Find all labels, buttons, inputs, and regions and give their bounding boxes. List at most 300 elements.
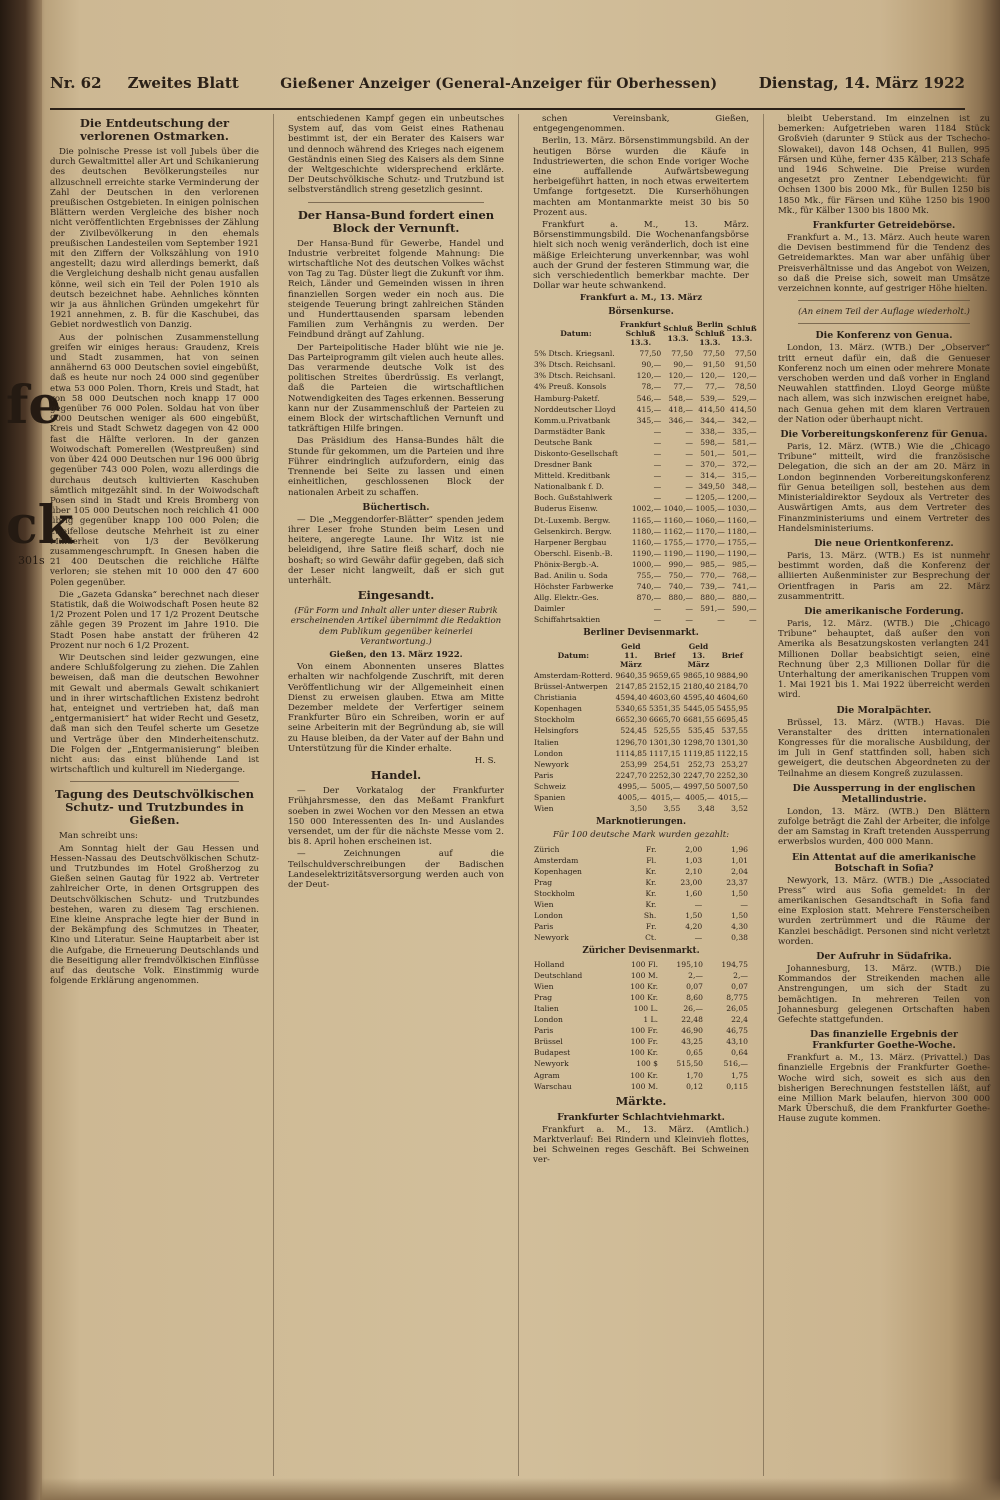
row-value: 524,45 [620, 726, 647, 736]
article-paragraph: Der Parteipolitische Hader blüht wie nie je. Das Parteiprogramm gilt vielen auch heute alles. Das verarmende deutsche Volk ist des politischen Streites überdrüssig. Es verlangt, daß die Parteien die wirtschaftlichen Notwendigkeiten des Tages erkennen. Besserung kann nur der Zusammenschluß der Parteien zu einem Block der wirtschaftlichen Vernunft und tatkräftigen Hilfe bringen. [288, 342, 504, 435]
row-value: 529,— [732, 393, 757, 403]
row-value: 120,— [636, 371, 662, 381]
row-value: 1,75 [731, 1070, 748, 1080]
row-value: 0,07 [731, 981, 748, 991]
table-header-cell: Datum: [560, 328, 592, 338]
signature: H. S. [474, 755, 496, 766]
heading-buechertisch: Büchertisch. [362, 501, 430, 513]
row-value: Fl. [646, 855, 657, 865]
row-value: 1002,— [631, 504, 662, 514]
row-value: 346,— [668, 415, 693, 425]
article-paragraph: Berlin, 13. März. Börsenstimmungsbild. An der heutigen Börse wurden die Käufe in Industriewerten, die schon Ende voriger Woche eine auffallende Aufwärtsbewegung herbeigeführt hatten, in noch etwas erweitertem Umfange fortgesetzt. Die Kurserhöhungen machten am Montanmarkte meist 30 bis 50 Prozent aus. [533, 136, 749, 218]
row-value: 590,— [732, 604, 757, 614]
row-value: 414,50 [698, 404, 725, 414]
row-value: — [653, 615, 662, 625]
table-row [533, 559, 758, 570]
table-row [533, 537, 758, 548]
row-label: Schweiz [534, 781, 566, 791]
table-row [533, 448, 758, 459]
table-row [533, 581, 758, 592]
left-edge-fragment: fe [6, 375, 62, 436]
article-paragraph: Von einem Abonnenten unseres Blattes erhalten wir nachfolgende Zuschrift, mit deren Veröffentlichung wir der Allgemeinheit einen Dienst zu erweisen glauben. Etwa am Mitte Dezember meldete der Verfertiger seinem Frankfurter Büro ein Schreiben, worin er auf seine Arbeiterin mit der Begründung ab, sie will zu Hause bleiben, da der Vater auf der Bahn und Unterstützung für die Kinder erhalte. [288, 662, 504, 754]
row-value: 120,— [700, 371, 725, 381]
row-value: 3,55 [663, 804, 681, 814]
row-value: — [653, 493, 662, 503]
article-paragraph: London, 13. März. (WTB.) Den Blättern zufolge beträgt die Zahl der Arbeiter, die infolge der am Samstag in Kraft tretenden Aussperrung erwerbslos wurden, 400 000 Mann. [778, 806, 990, 848]
row-value: 26,05 [726, 1004, 748, 1014]
row-value: 194,75 [721, 959, 748, 969]
row-value: 372,— [732, 460, 757, 470]
row-value: 9865,10 [683, 670, 715, 680]
row-value: 537,55 [721, 726, 748, 736]
row-value: — [653, 426, 662, 436]
row-value: 5340,65 [615, 704, 647, 714]
column-1 [50, 114, 259, 1476]
table-row [533, 1047, 749, 1058]
row-value: 2,00 [685, 844, 703, 854]
heading-amerika: Die amerikanische Forderung. [804, 605, 964, 617]
dateline: Frankfurt a. M., 13. März [579, 293, 703, 304]
table-row [533, 866, 749, 877]
row-value: 22,48 [681, 1015, 703, 1025]
table-row [533, 470, 758, 481]
headline-ostmarken: Die Entdeutschung der verlorenen Ostmarken. [79, 116, 230, 143]
row-label: Warschau [534, 1081, 572, 1091]
row-value: 1117,15 [648, 748, 681, 758]
row-value: Fr. [645, 844, 657, 854]
table-row [533, 770, 749, 781]
stock-table [533, 319, 758, 626]
article-paragraph: Frankfurt a. M., 13. März. Börsenstimmungsbild. Die Wochenanfangsbörse hielt sich noch wenig veränderlich, doch ist eine mäßige Erleichterung unverkennbar, was wohl auch der Grund der festeren Stimmung war, die sich verschiedentlich bemerkbar machte. Der Dollar war heute schwankend. [533, 220, 749, 292]
heading-schlachtviehmarkt: Frankfurter Schlachtviehmarkt. [557, 1111, 725, 1123]
row-value: 4005,— [617, 793, 647, 802]
table-row [533, 932, 749, 943]
heading-handel: Handel. [370, 768, 422, 783]
article-paragraph: Wir Deutschen sind leider gezwungen, eine andere Schlußfolgerung zu ziehen. Die Zahlen beweisen, daß man die deutschen Bewohner mit Gewalt und abermals Gewalt schikaniert und in ihrer wirtschaftlichen Existenz bedroht hat, enteignet und vertrieben hat, daß man „entgermanisiert“ hat wider Recht und Gesetz, daß man sich den Teufel scherte um Gesetze und Verträge über den Minderheitenschutz. Die Folgen der „Entgermanisierung“ bleiben nicht aus: das einst blühende Land ist wirtschaftlich und kulturell im Niedergange. [50, 652, 259, 776]
row-value: 90,— [641, 360, 662, 370]
article-paragraph: Die „Gazeta Gdanska“ berechnet nach dieser Statistik, daß die Woiwodschaft Posen heute 82 1/2 Prozent Polen und 17 1/2 Prozent Deutsche zähle gegen 39 Prozent im Jahre 1910. Die Stadt Posen habe anstatt der früheren 42 Prozent nur noch 6 1/2 Prozent. [50, 589, 259, 651]
heading-orientkonferenz: Die neue Orientkonferenz. [814, 537, 954, 549]
row-label: Italien [534, 1004, 559, 1014]
table-row [533, 781, 749, 792]
row-value: — [740, 900, 748, 910]
article-paragraph: Johannesburg, 13. März. (WTB.) Die Kommandos der Streikenden machen alle Anstrengungen, um sich der Stadt zu bemächtigen. In mehreren Teilen von Johannesburg gelegenen Ortschaften haben Gefechte stattgefunden. [778, 964, 990, 1026]
table-row [533, 415, 758, 426]
heading-eingesandt: Eingesandt. [357, 588, 435, 603]
row-label: Hamburg-Paketf. [534, 393, 600, 403]
newspaper-title: Gießener Anzeiger (General-Anzeiger für Oberhessen) [280, 76, 718, 92]
row-label: Kopenhagen [534, 866, 582, 876]
row-label: Stockholm [534, 888, 575, 898]
row-value: 2152,15 [648, 682, 681, 692]
row-label: Buderus Eisenw. [534, 504, 598, 514]
row-label: 3% Dtsch. Reichsanl. [534, 371, 616, 381]
row-value: 1122,15 [716, 748, 748, 758]
row-value: 4,20 [685, 922, 703, 932]
row-value: 1,96 [731, 844, 748, 854]
row-label: Italien [534, 737, 559, 747]
table-row [533, 1036, 749, 1047]
article-paragraph: Brüssel, 13. März. (WTB.) Havas. Die Veranstalter des dritten internationalen Kongresses für die moralische Ausbildung, der im Juli in Genf stattfinden soll, haben sich geweigert, die deutschen Abgeordneten zu der Teilnahme an diesem Kongreß zuzulassen. [778, 717, 990, 779]
row-value: 1000,— [631, 559, 662, 569]
row-value: 4,30 [731, 922, 748, 932]
row-value: 548,— [668, 393, 693, 403]
table-header-cell: Berlin Schluß 13.3. [694, 319, 725, 348]
row-value: 90,— [673, 360, 693, 370]
divider [798, 323, 970, 324]
column-2 [288, 114, 504, 1476]
table-row [533, 526, 758, 537]
row-value: 2,— [688, 970, 703, 980]
row-value: 880,— [732, 593, 757, 603]
row-value: 46,90 [681, 1026, 703, 1036]
table-row [533, 803, 749, 814]
row-label: Komm.u.Privatbank [534, 415, 611, 425]
row-value: 8,60 [686, 992, 703, 1002]
article-paragraph: London, 13. März. (WTB.) Der „Observer“ tritt erneut dafür ein, daß die Genueser Konferenz noch um einen oder mehrere Monate verschoben werden und daß vorher in England Neuwahlen stattfinden. Lloyd George müßte nach allem, was sich inzwischen ereignet habe, nach Genua gehen mit dem klaren Vertrauen der Nation oder überhaupt nicht. [778, 343, 990, 425]
row-value: 100 Fr. [630, 1037, 659, 1047]
row-value: 1160,— [727, 515, 757, 525]
row-value: — [717, 615, 725, 625]
table-row [533, 492, 758, 503]
row-value: 546,— [636, 393, 662, 403]
row-value: 2,10 [685, 866, 703, 876]
table-row [533, 899, 749, 910]
table-row [533, 759, 749, 770]
row-label: Gelsenkirch. Bergw. [534, 526, 612, 536]
row-value: 43,25 [681, 1037, 703, 1047]
table-row [533, 748, 749, 759]
heading-marknotierungen: Marknotierungen. [595, 817, 687, 828]
column-rule [763, 114, 764, 1476]
row-value: 91,50 [703, 360, 725, 370]
row-value: 750,— [668, 571, 693, 581]
row-value: 414,50 [730, 404, 757, 414]
table-header-cell: Brief [653, 650, 676, 660]
article-paragraph: bleibt Ueberstand. Im einzelnen ist zu bemerken: Aufgetrieben waren 1184 Stück Großvieh (darunter 9 Stück aus der Tschecho-Slowakei), davon 148 Ochsen, 41 Bullen, 995 Färsen und Kühe, ferner 435 Kälber, 213 Schafe und 1946 Schweine. Die Preise wurden angesetzt pro Zentner Lebendgewicht: für Ochsen 1300 bis 2000 Mk., für Bullen 1250 bis 1850 Mk., für Färsen und Kühe 1250 bis 1900 Mk., für Kälber 1300 bis 1800 Mk. [778, 114, 990, 216]
row-label: Helsingfors [534, 726, 579, 736]
table-row [533, 692, 749, 703]
masthead [50, 74, 965, 110]
row-value: 9659,65 [648, 670, 681, 680]
row-value: — [653, 471, 662, 481]
row-value: 740,— [636, 582, 662, 592]
table-row [533, 714, 749, 725]
row-label: London [534, 911, 563, 921]
row-value: 338,— [700, 426, 725, 436]
row-value: 120,— [732, 371, 757, 381]
row-value: 0,38 [731, 933, 748, 943]
row-value: 100 Kr. [630, 981, 659, 991]
row-value: 990,— [668, 559, 693, 569]
row-value: 1301,30 [648, 737, 681, 747]
row-value: 100 $ [636, 1059, 659, 1069]
zurich-table [533, 959, 749, 1092]
row-value: 985,— [700, 559, 725, 569]
row-label: Zürich [534, 844, 560, 854]
row-label: Norddeutscher Lloyd [534, 404, 616, 414]
row-label: Nationalbank f. D. [534, 482, 604, 492]
row-value: 1040,— [663, 504, 693, 514]
editorial-note: (Für Form und Inhalt aller unter dieser Rubrik erscheinenden Artikel übernimmt die Redaktion dem Publikum gegenüber keinerlei Verantwortung.) [290, 606, 502, 647]
row-label: Holland [534, 959, 565, 969]
table-row [533, 681, 749, 692]
row-label: Bad. Anilin u. Soda [534, 571, 608, 581]
row-value: 870,— [636, 593, 662, 603]
row-label: Amsterdam [534, 855, 579, 865]
row-value: 1,01 [731, 855, 748, 865]
row-label: Paris [534, 770, 554, 780]
table-row [533, 381, 758, 392]
row-value: 1200,— [727, 493, 757, 503]
row-label: Prag [534, 992, 553, 1002]
row-value: 581,— [732, 437, 757, 447]
row-value: — [685, 604, 693, 614]
heading-zuericher-devisen: Züricher Devisenmarkt. [582, 946, 700, 957]
row-value: 535,45 [688, 726, 715, 736]
row-value: 26,— [683, 1004, 703, 1014]
row-value: 315,— [732, 471, 757, 481]
table-row [533, 548, 758, 559]
row-value: 1755,— [663, 537, 693, 547]
table-row [533, 426, 758, 437]
row-value: 253,99 [620, 759, 647, 769]
row-value: Kr. [645, 866, 657, 876]
row-value: 1190,— [631, 548, 662, 558]
row-label: Prag [534, 877, 553, 887]
row-value: 342,— [732, 415, 757, 425]
row-value: 2252,30 [648, 770, 681, 780]
row-label: Agram [534, 1070, 560, 1080]
row-value: 501,— [732, 448, 757, 458]
row-label: Deutsche Bank [534, 437, 593, 447]
row-value: 0,115 [726, 1081, 748, 1091]
row-label: Diskonto-Gesellschaft [534, 448, 618, 458]
row-value: 4997,50 [683, 781, 715, 791]
row-value: 22,4 [731, 1015, 748, 1025]
table-row [533, 855, 749, 866]
heading-goethe-woche: Das finanzielle Ergebnis der Frankfurter Goethe-Woche. [809, 1029, 958, 1052]
article-paragraph: Newyork, 13. März. (WTB.) Die „Associated Press“ wird aus Sofia gemeldet: In der amerikanischen Gesandtschaft in Sofia fand eine Explosion statt. Mehrere Fensterscheiben wurden zertrümmert und die Räume der Kanzlei beschädigt. Personen sind nicht verletzt worden. [778, 875, 990, 947]
heading-getreideboerse: Frankfurter Getreidebörse. [812, 220, 956, 232]
divider [798, 300, 970, 301]
table-row [533, 503, 758, 514]
article-paragraph: — Die „Meggendorfer-Blätter“ spenden jedem ihrer Leser frohe Stunden beim Lesen und heitere, angeregte Laune. Ihr Witz ist nie beleidigend, ihre Satire fleiß scharf, doch nie boshaft; so wird Gewähr dafür gegeben, daß sich der Leser nicht langweilt, daß er sich gut unterhält. [288, 514, 504, 586]
table-row [533, 459, 758, 470]
row-value: 43,10 [726, 1037, 748, 1047]
row-value: 2252,30 [716, 770, 748, 780]
row-value: 415,— [636, 404, 662, 414]
row-value: — [685, 482, 693, 492]
row-value: 8,775 [726, 992, 748, 1002]
row-label: Wien [534, 981, 554, 991]
row-value: 1170,— [695, 526, 725, 536]
row-value: 100 Fr. [630, 1026, 659, 1036]
row-value: 591,— [700, 604, 725, 614]
row-value: 770,— [700, 571, 725, 581]
row-value: 1 L. [643, 1015, 659, 1025]
table-header-cell: Geld 11. März [620, 641, 642, 669]
row-value: 1755,— [727, 537, 757, 547]
row-value: — [653, 482, 662, 492]
row-value: 740,— [668, 582, 693, 592]
row-value: 77,50 [671, 349, 693, 359]
article-paragraph: entschiedenen Kampf gegen ein unbeutsches System auf, das vom Geist eines Rathenau bestimmt ist, der ein Berater des Kaisers war und dennoch während des Krieges nach eigenem Geständnis einen Sieg des Kaisers als dem Sinne der Weltgeschichte widersprechend erklärte. Der Deutschvölkische Schutz- und Trutzbund ist selbstverständlich streng gesetzlich gesinnt. [288, 114, 504, 196]
row-value: 598,— [700, 437, 725, 447]
table-row [533, 404, 758, 415]
table-row [533, 592, 758, 603]
currency-table [533, 641, 749, 815]
section-label: Zweites Blatt [127, 74, 239, 92]
row-value: — [685, 471, 693, 481]
table-header-cell: Schluß 13.3. [663, 324, 693, 343]
row-value: 4594,40 [615, 693, 647, 703]
row-value: 739,— [700, 582, 725, 592]
table-row [533, 370, 758, 381]
row-value: 253,27 [721, 759, 748, 769]
table-row [533, 348, 758, 359]
table-row [533, 844, 749, 855]
row-value: Kr. [645, 900, 657, 910]
row-value: — [685, 448, 693, 458]
row-label: Wien [534, 900, 554, 910]
row-label: Darmstädter Bank [534, 426, 605, 436]
row-value: — [653, 448, 662, 458]
row-value: — [749, 615, 757, 625]
row-value: 100 M. [630, 970, 659, 980]
row-value: 1,03 [685, 855, 703, 865]
heading-genua: Die Konferenz von Genua. [815, 330, 953, 342]
row-value: Kr. [645, 888, 657, 898]
divider [70, 781, 239, 782]
heading-aussperrung: Die Aussperrung in der englischen Metallindustrie. [792, 782, 976, 805]
row-value: 1296,70 [615, 737, 647, 747]
page-bottom-edge [40, 1478, 1000, 1500]
row-value: 2180,40 [683, 682, 715, 692]
row-label: Budapest [534, 1048, 571, 1058]
table-row [533, 1025, 749, 1036]
row-value: 100 Kr. [630, 992, 659, 1002]
row-value: 5005,— [651, 781, 681, 791]
row-value: — [653, 437, 662, 447]
row-value: 1190,— [727, 548, 757, 558]
table-row [533, 725, 749, 736]
mark-table [533, 844, 749, 944]
row-label: Brüssel [534, 1037, 563, 1047]
row-value: 1,50 [685, 911, 703, 921]
article-paragraph: Aus der polnischen Zusammenstellung greifen wir einiges heraus: Graudenz, Kreis und Stadt zusammen, hat von seinen annähernd 63 000 Deutschen soviel eingebüßt, daß es heute nur noch 24 000 sind gegenüber etwa 53 000 Polen. Thorn, Kreis und Stadt, hat von 58 000 Deutschen noch knapp 17 000 gegenüber 76 000 Polen. Soldau hat von über 9000 Deutschen weniger als 600 eingebüßt, Kreis und Stadt Schwetz dagegen von 42 000 fast die Hälfte verloren. In der ganzen Woiwodschaft Pomerellen (Westpreußen) sind von über 424 000 Deutschen nur 196 000 übrig gegenüber 743 000 Polen, wozu allerdings die durchaus deutsch kultivierten Kaschuben sämtlich mitgezählt sind. In der Woiwodschaft Posen sind in Stadt und Kreis Bromberg von über 105 000 Deutschen noch reichlich 41 000 übrig gegenüber knapp 100 000 Polen; die zweifellose deutsche Mehrheit ist zu einer Minderheit von 1/3 der Bevölkerung zusammengeschrumpft. In Gnesen haben die 21 400 Deutschen die reichliche Hälfte verloren; sie stehen mit 10 000 den 47 600 Polen gegenüber. [50, 332, 259, 588]
row-label: Boch. Gußstahlwerk [534, 493, 613, 503]
row-value: 77,50 [639, 349, 662, 359]
row-value: 1160,— [631, 537, 662, 547]
row-value: 3,52 [731, 804, 748, 814]
row-value: 100 Kr. [630, 1048, 659, 1058]
divider [308, 202, 484, 203]
column-rule [518, 114, 519, 1476]
row-value: 4005,— [685, 793, 715, 802]
row-label: Newyork [534, 933, 569, 943]
row-value: 1005,— [695, 504, 725, 514]
row-value: 0,65 [686, 1048, 703, 1058]
table-row [533, 1058, 749, 1069]
row-label: London [534, 748, 563, 758]
row-value: — [694, 900, 703, 910]
row-value: 4604,60 [716, 693, 748, 703]
row-label: Brüssel-Antwerpen [534, 682, 608, 692]
row-value: 1030,— [727, 504, 757, 514]
row-value: 539,— [700, 393, 725, 403]
table-row [533, 737, 749, 748]
column-4 [778, 114, 990, 1476]
row-label: Stockholm [534, 715, 575, 725]
row-value: 985,— [732, 559, 757, 569]
row-value: — [685, 426, 693, 436]
row-value: 100 L. [633, 1004, 659, 1014]
article-paragraph: Der Hansa-Bund für Gewerbe, Handel und Industrie verbreitet folgende Mahnung: Die wirtschaftliche Not des deutschen Volkes wächst von Tag zu Tag. Düster liegt die Zukunft vor ihm. Reich, Länder und Gemeinden wissen in ihren finanziellen Sorgen weder ein noch aus. Die steigende Teuerung bringt zahlreichen Ständen und Hunderttausenden sparsam lebenden Familien zum Verhängnis zu werden. Der Feindbund drängt auf Zahlung. [288, 238, 504, 341]
table-row [533, 359, 758, 370]
row-value: 1,50 [731, 888, 748, 898]
table-row [533, 970, 749, 981]
table-row [533, 888, 749, 899]
row-value: 6652,30 [615, 715, 647, 725]
row-value: 77,— [705, 382, 725, 392]
row-value: 515,50 [676, 1059, 703, 1069]
heading-boersenkurse: Börsenkurse. [608, 306, 674, 317]
row-label: Paris [534, 1026, 554, 1036]
row-value: 2247,70 [615, 770, 647, 780]
row-value: 1165,— [631, 515, 662, 525]
newspaper-page [50, 74, 990, 1476]
table-header-cell: Frankfurt Schluß 13.3. [619, 319, 662, 348]
column-rule [273, 114, 274, 1476]
row-value: 1162,— [663, 526, 693, 536]
table-header-cell: Schluß 13.3. [726, 324, 757, 343]
row-value: — [685, 615, 693, 625]
row-value: 23,00 [680, 877, 703, 887]
row-value: 77,50 [703, 349, 725, 359]
article-paragraph: Paris, 12. März. (WTB.) Wie die „Chicago Tribune“ mitteilt, wird die französische Delegation, die sich an der am 20. März in London beginnenden Vorbereitungskonferenz für Genua beteiligen soll, bestehen aus dem Ministerialdirektor Seydoux als Vertreter des Auswärtigen Amts, aus dem Vertreter des Finanzministeriums und einem Vertreter des Handelsministeriums. [778, 442, 990, 534]
table-row [533, 981, 749, 992]
masthead-left [50, 74, 239, 92]
article-paragraph: Paris, 13. März. (WTB.) Es ist nunmehr bestimmt worden, daß die Konferenz der alliierten Außenminister zur Besprechung der Orientfragen in Paris am 22. März zusammentritt. [778, 550, 990, 602]
row-value: 100 M. [630, 1081, 659, 1091]
row-label: Paris [534, 922, 554, 932]
heading-moralpaechter: Die Moralpächter. [836, 704, 932, 716]
row-value: — [653, 460, 662, 470]
row-value: 741,— [732, 582, 757, 592]
row-label: Harpener Bergbau [534, 537, 607, 547]
table-row [533, 921, 749, 932]
heading-maerkte: Märkte. [615, 1093, 667, 1108]
row-value: 4595,40 [683, 693, 715, 703]
previous-page-edge [0, 0, 74, 1500]
row-label: Dt.-Luxemb. Bergw. [534, 515, 611, 525]
article-paragraph: Frankfurt a. M., 13. März. (Amtlich.) Marktverlauf: Bei Rindern und Kleinvieh flottes, bei Schweinen reges Geschäft. Bei Schweinen ver- [533, 1124, 749, 1166]
row-value: Kr. [645, 877, 657, 887]
row-value: 348,— [732, 482, 757, 492]
table-row [533, 877, 749, 888]
row-value: 344,— [700, 415, 725, 425]
heading-vorbereitung: Die Vorbereitungskonferenz für Genua. [780, 429, 988, 441]
row-value: 370,— [700, 460, 725, 470]
table-row [533, 1081, 749, 1092]
row-value: 1205,— [695, 493, 725, 503]
row-value: 1,60 [685, 888, 703, 898]
row-label: 5% Dtsch. Kriegsanl. [534, 349, 615, 359]
article-paragraph: Das Präsidium des Hansa-Bundes hält die Stunde für gekommen, um die Parteien und ihre Führer eindringlich aufzufordern, einig das Trennende bei Seite zu lassen und einen einheitlichen, geschlossenen Block der nationalen Arbeit zu schaffen. [288, 436, 504, 498]
row-value: 755,— [636, 571, 662, 581]
mark-note: Für 100 deutsche Mark wurden gezahlt: [552, 830, 730, 841]
